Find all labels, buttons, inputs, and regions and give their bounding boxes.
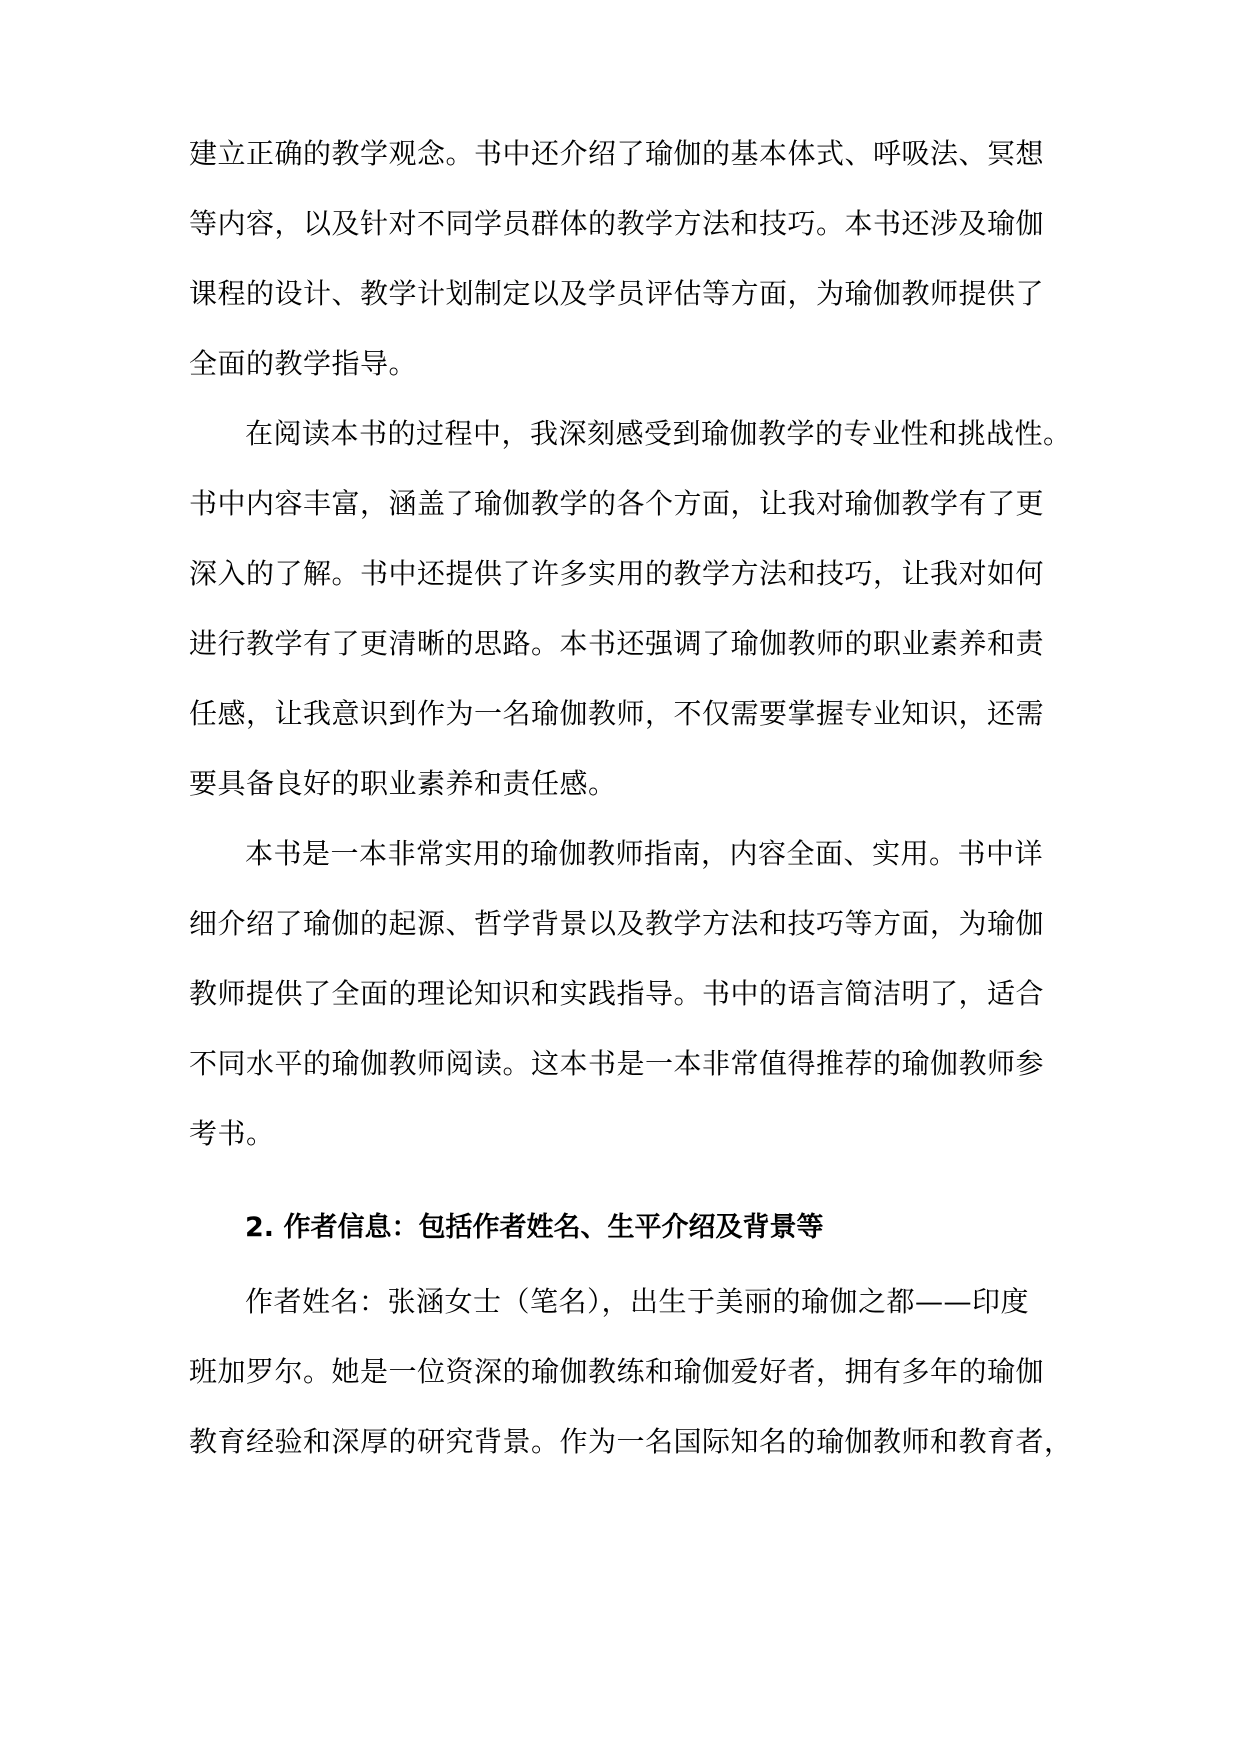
paragraph-2-line-2: 书中内容丰富，涵盖了瑜伽教学的各个方面，让我对瑜伽教学有了更 xyxy=(189,487,1045,520)
paragraph-3-line-5: 考书。 xyxy=(189,1117,275,1150)
paragraph-3-line-4: 不同水平的瑜伽教师阅读。这本书是一本非常值得推荐的瑜伽教师参 xyxy=(189,1047,1045,1080)
author-paragraph-line-1: 作者姓名：张涵女士（笔名），出生于美丽的瑜伽之都——印度 xyxy=(245,1285,1030,1318)
section-heading: 2. 作者信息：包括作者姓名、生平介绍及背景等 xyxy=(245,1212,824,1243)
author-paragraph-line-3: 教育经验和深厚的研究背景。作为一名国际知名的瑜伽教师和教育者， xyxy=(189,1425,1073,1458)
paragraph-2-line-3: 深入的了解。书中还提供了许多实用的教学方法和技巧，让我对如何 xyxy=(189,557,1045,590)
paragraph-1-line-2: 等内容，以及针对不同学员群体的教学方法和技巧。本书还涉及瑜伽 xyxy=(189,207,1045,240)
paragraph-2-line-1: 在阅读本书的过程中，我深刻感受到瑜伽教学的专业性和挑战性。 xyxy=(245,417,1072,450)
author-paragraph-line-2: 班加罗尔。她是一位资深的瑜伽教练和瑜伽爱好者，拥有多年的瑜伽 xyxy=(189,1355,1045,1388)
paragraph-2-line-5: 任感，让我意识到作为一名瑜伽教师，不仅需要掌握专业知识，还需 xyxy=(189,697,1045,730)
paragraph-2-line-4: 进行教学有了更清晰的思路。本书还强调了瑜伽教师的职业素养和责 xyxy=(189,627,1045,660)
paragraph-1-line-4: 全面的教学指导。 xyxy=(189,347,418,380)
paragraph-1-line-3: 课程的设计、教学计划制定以及学员评估等方面，为瑜伽教师提供了 xyxy=(189,277,1045,310)
paragraph-1-line-1: 建立正确的教学观念。书中还介绍了瑜伽的基本体式、呼吸法、冥想 xyxy=(189,137,1045,170)
paragraph-3-line-3: 教师提供了全面的理论知识和实践指导。书中的语言简洁明了，适合 xyxy=(189,977,1045,1010)
paragraph-2-line-6: 要具备良好的职业素养和责任感。 xyxy=(189,767,617,800)
paragraph-3-line-2: 细介绍了瑜伽的起源、哲学背景以及教学方法和技巧等方面，为瑜伽 xyxy=(189,907,1045,940)
paragraph-3-line-1: 本书是一本非常实用的瑜伽教师指南，内容全面、实用。书中详 xyxy=(245,837,1044,870)
